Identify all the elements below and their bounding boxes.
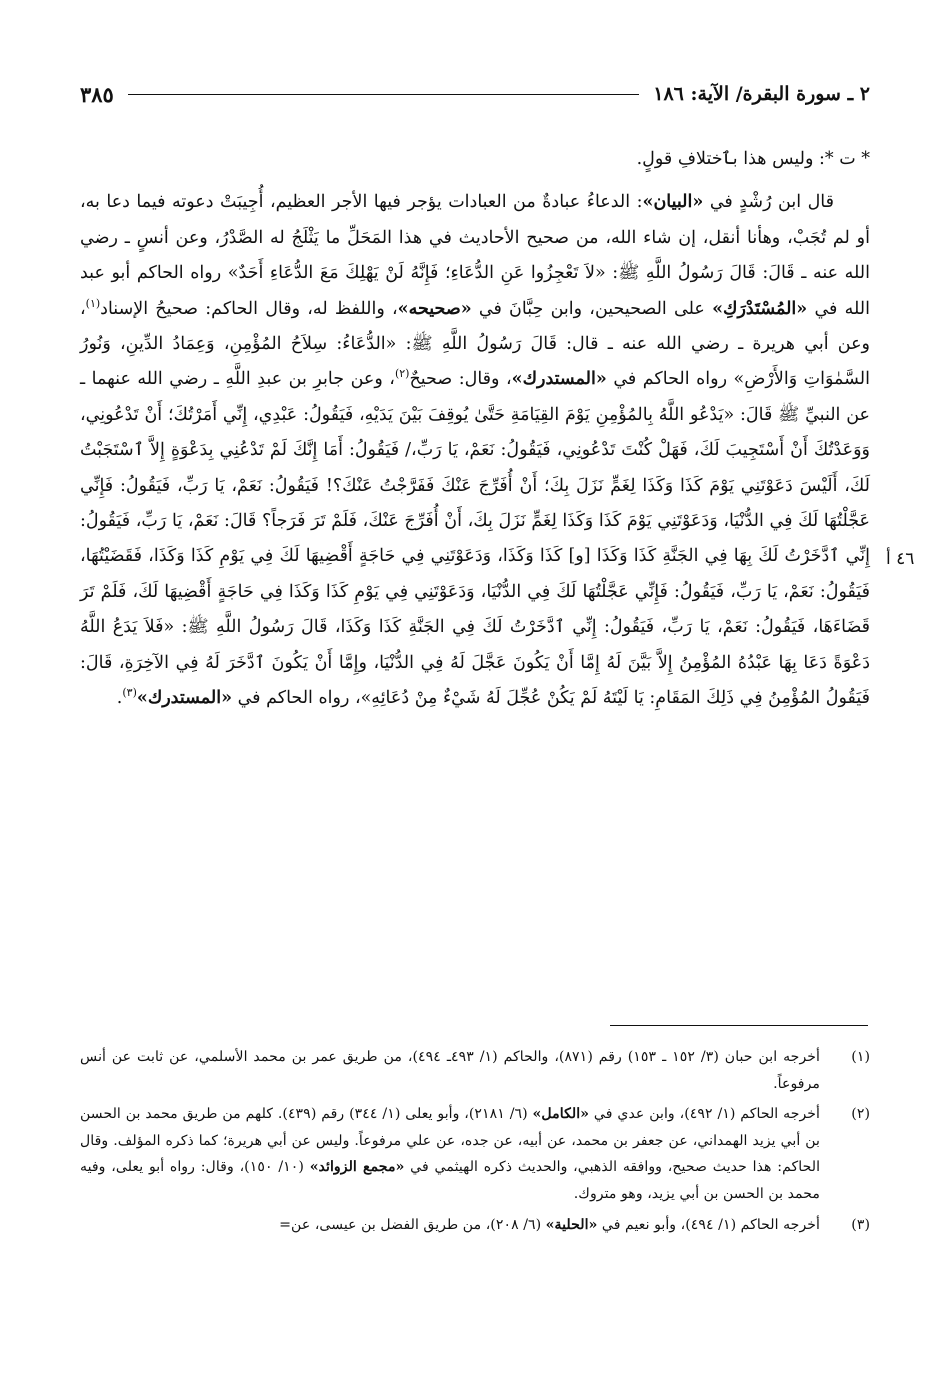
footnote-text: [80, 1212, 820, 1239]
footnote-number: (٢): [851, 1106, 870, 1123]
running-header: [80, 78, 870, 110]
text-run: ، واللفظ له، وقال الحاكم: صحيحُ الإسناد: [100, 298, 398, 319]
footnote-2: [80, 1101, 870, 1207]
footnote-ref-3[interactable]: (٣): [122, 686, 137, 700]
book-title: «الكامل»: [532, 1106, 590, 1123]
main-text: [80, 142, 870, 717]
text-run: (١٠/ ١٥٠)، وقال: رواه أبو يعلى، وفيه محمد بن الحسن بن أبي يزيد، وهو متروك.: [80, 1159, 820, 1202]
text-run: على الصحيحين، وابن حِبَّانَ في: [471, 298, 713, 319]
text-run: ، وعن أبي هريرة ـ رضي الله عنه ـ قال: قَالَ رَسُولُ اللَّهِ ﷺ: «الدُّعَاءُ: سِلاَحُ المُؤْمِنِ، وَعِمَادُ الدِّينِ، وَنُورُ السَّمٰوَاتِ وَالأَرْضِ» رواه الحاكم في: [80, 298, 870, 390]
book-title: «صحيحه»: [397, 298, 472, 319]
footnote-number: (١): [851, 1049, 870, 1065]
book-title: «المُسْتَدْرَكِ»: [712, 298, 808, 319]
footnote-text: [80, 1101, 820, 1207]
manuscript-folio-marker: ٤٦ أ: [886, 549, 915, 569]
book-title: «المستدرك»: [511, 369, 607, 390]
book-title: «البيان»: [642, 192, 704, 213]
footnote-ref-2[interactable]: (٢): [394, 367, 410, 381]
book-title: «المستدرك»: [136, 688, 233, 709]
book-title: «الحلية»: [545, 1216, 598, 1233]
footnote-ref-1[interactable]: (١): [85, 296, 101, 310]
footnote-rule: [610, 1025, 868, 1026]
book-title: «مجمع الزوائد»: [309, 1159, 405, 1176]
text-run: (٦/ ٢٠٨)، من طريق الفضل بن عيسى، عن=: [279, 1216, 546, 1233]
footnote-text: أخرجه ابن حبان (٣/ ١٥٢ ـ ١٥٣) رقم (٨٧١)، والحاكم (١/ ٤٩٣ـ ٤٩٤)، من طريق عمر بن محمد الأسلمي، عن ثابت عن أنس مرفوعاً.: [80, 1049, 820, 1092]
footnote-1: [80, 1044, 870, 1097]
footnotes: [80, 1044, 870, 1242]
text-run: ، وعن جابرِ بن عبدِ اللَّهِ ـ رضي الله عنهما ـ عن النبيِّ ﷺ قَالَ: «يَدْعُو اللَّهُ بِالمُؤْمِنِ يَوْمَ القِيَامَةِ حَتَّىٰ يُوقِفَ بَيْنَ يَدَيْهِ، فَيَقُولُ: عَبْدِي، إِنِّي أَمَرْتُكَ؛ أَنْ تَدْعُونِي، وَوَعَدْتُكَ أَنْ أَسْتَجِيبَ لَكَ، فَهَلْ كُنْتَ تَدْعُونِي، فَيَقُولُ: نَعَمْ، يَا رَبِّ،/ فَيَقُولُ: أَمَا إِنَّكَ لَمْ تَدْعُنِي بِدَعْوَةٍ إِلاَّ ٱسْتَجَبْتُ لَكَ، أَلَيْسَ دَعَوْتَنِي يَوْمَ كَذَا وَكَذَا لِغَمٍّ نَزَلَ بِكَ؛ أَنْ أُفَرِّجَ عَنْكَ فَفَرَّجْتُ عَنْكَ؟! فَيَقُولُ: نَعَمْ، يَا رَبِّ، فَيَقُولُ: فَإِنِّي عَجَّلْتُهَا لَكَ فِي الدُّنْيَا، وَدَعَوْتَنِي يَوْمَ كَذَا وَكَذَا لِغَمٍّ نَزَلَ بِكَ، أَنْ أُفَرِّجَ عَنْكَ، فَلَمْ تَرَ فَرَجاً؟ قَالَ: نَعَمْ، يَا رَبِّ، فَيَقُولُ: إِنِّي ٱدَّخَرْتُ لَكَ بِهَا فِي الجَنَّةِ كَذَا وَكَذَا [و] كَذَا وَكَذَا، وَدَعَوْتَنِي فِي حَاجَةٍ أَقْضِيهَا لَكَ فِي يَوْمِ كَذَا وَكَذَا، فَقَضَيْتُهَا، فَيَقُولُ: نَعَمْ، يَا رَبِّ، فَيَقُولُ: فَإِنِّي عَجَّلْتُهَا لَكَ فِي الدُّنْيَا، وَدَعَوْتَنِي فِي يَوْمِ كَذَا وَكَذَا فِي حَاجَةٍ أَقْضِيهَا لَكَ، فَلَمْ تَرَ قَضَاءَهَا، فَيَقُولُ: نَعَمْ، يَا رَبِّ، فَيَقُولُ: إِنِّي ٱدَّخَرْتُ لَكَ فِي الجَنَّةِ كَذَا وَكَذَا، قَالَ رَسُولُ اللَّهِ ﷺ: «فَلاَ يَدَعُ اللَّهُ دَعْوَةً دَعَا بِهَا عَبْدُهُ المُؤْمِنُ إِلاَّ بَيَّنَ لَهُ إِمَّا أَنْ يَكُونَ عَجَّلَ لَهُ فِي الدُّنْيَا، وإِمَّا أَنْ يَكُونَ ٱدَّخَرَ لَهُ فِي الآخِرَةِ، قَالَ: فَيَقُولُ المُؤْمِنُ فِي ذَلِكَ المَقَامِ: يَا لَيْتَهُ لَمْ يَكُنْ عُجِّلَ لَهُ شَيْءٌ مِنْ دُعَائِهِ»، رواه الحاكم في: [80, 369, 870, 709]
text-run: .: [116, 688, 123, 709]
text-run: ، وقال: صحيحٌ: [409, 369, 512, 390]
opener-line: * ت *: وليس هذا بٱختلافِ قولٍ.: [636, 149, 870, 169]
header-rule: [128, 94, 639, 95]
footnote-number: (٣): [851, 1216, 870, 1233]
text-run: أخرجه الحاكم (١/ ٤٩٢)، وابن عدي في: [589, 1106, 821, 1123]
text-run: (٦/ ٢١٨١)، وأبو يعلى (١/ ٣٤٤) رقم (٤٣٩). كلهم من طريق محمد بن الحسن بن أبي يزيد الهمداني، عن جعفر بن محمد، عن أبيه، عن جده، عن علي مرفوعاً. وليس عن أبي هريرة؛ كما ذكره المؤلف. وقال الحاكم: هذا حديث صحيح، ووافقه الذهبي، والحديث ذكره الهيثمي في: [80, 1106, 821, 1176]
text-run: قال ابن رُشْدٍ في: [703, 192, 834, 213]
header-title: ٢ ـ سورة البقرة/ الآية: ١٨٦: [653, 83, 870, 105]
footnote-3: [80, 1212, 870, 1239]
text-run: أخرجه الحاكم (١/ ٤٩٤)، وأبو نعيم في: [597, 1216, 820, 1233]
text-run: : الدعاءُ عبادةٌ من العبادات يؤجر فيها الأجر العظيم، أُجِيبَتْ دعوته فيما دعا به، أو لم تُجَبْ، وهأنا أنقل، إن شاء الله، من صحيح الأحاديث في هذا المَحَلِّ ما يَثْلَجُ له الصَّدْرُ، وعن أنسٍ ـ رضي الله عنه ـ قَالَ: قَالَ رَسُولُ اللَّهِ ﷺ: «لاَ تَعْجِزُوا عَنِ الدُّعَاءِ؛ فَإِنَّهُ لَنْ يَهْلِكَ مَعَ الدُّعَاءِ أَحَدٌ» رواه الحاكم أبو عبد الله في: [80, 192, 870, 319]
main-paragraph: [80, 185, 870, 716]
page-number: ٣٨٥: [80, 81, 114, 107]
